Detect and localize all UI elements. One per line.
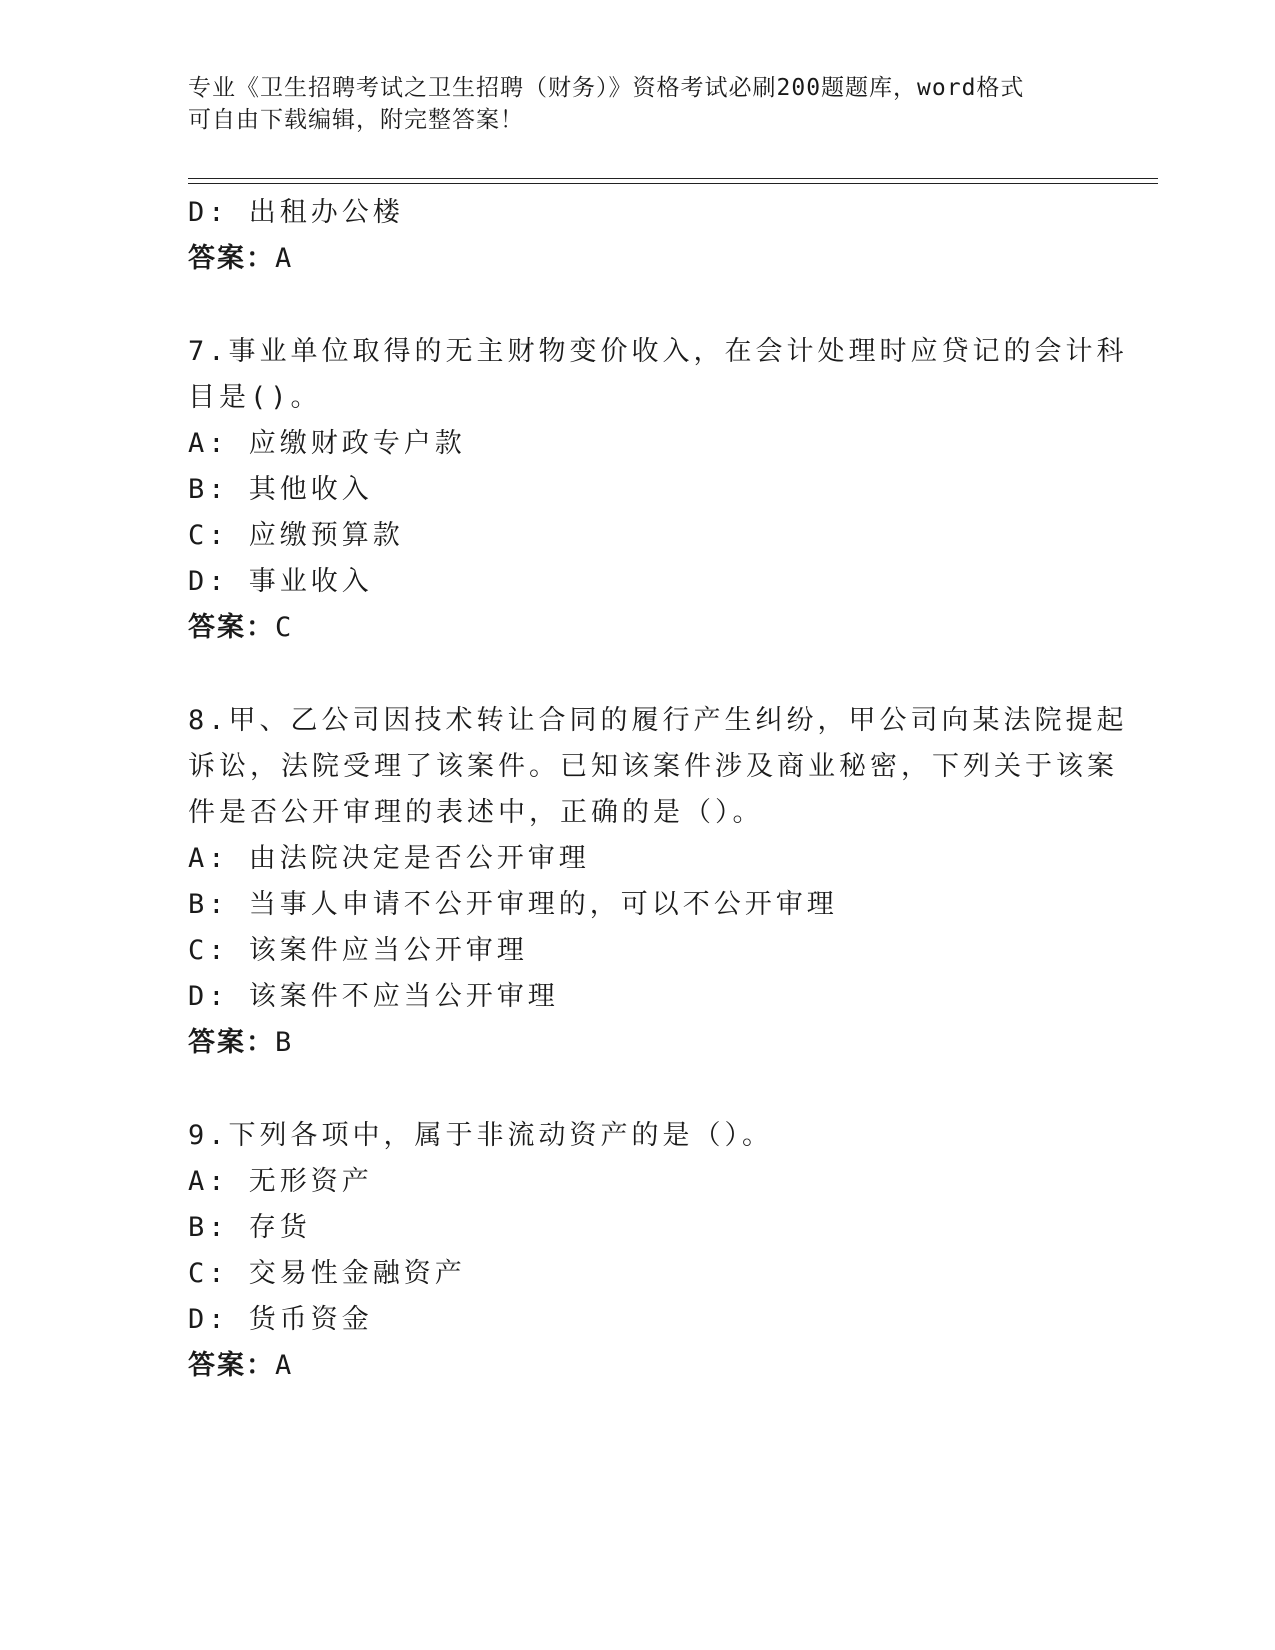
question-answer [188,1343,1068,1389]
question-content [188,190,1128,1389]
answer-label: 答案： [188,1350,275,1381]
option-c: C: 应缴预算款 [188,520,404,551]
question-8 [188,698,1128,1066]
question-gap [188,1066,1068,1113]
option-b: B: 其他收入 [188,474,373,505]
header-divider [188,178,1158,184]
answer-value: C [275,612,294,643]
question-9 [188,1113,1068,1389]
option-a: A: 应缴财政专户款 [188,428,466,459]
question-answer [188,1020,1068,1066]
option-b: B: 存货 [188,1212,311,1243]
option-d: D: 该案件不应当公开审理 [188,981,559,1012]
option-a: A: 无形资产 [188,1166,373,1197]
prev-question-answer [188,236,1068,282]
option-c: C: 该案件应当公开审理 [188,935,528,966]
question-answer [188,605,1068,651]
question-stem-line: 件是否公开审理的表述中，正确的是（）。 [188,797,764,828]
question-stem-line: 7.事业单位取得的无主财物变价收入，在会计处理时应贷记的会计科 [188,336,1128,367]
question-stem-line: 目是()。 [188,382,322,413]
answer-value: A [275,243,294,274]
question-stem-line: 诉讼，法院受理了该案件。已知该案件涉及商业秘密，下列关于该案 [188,751,1118,782]
answer-value: A [275,1350,294,1381]
question-gap [188,651,1068,698]
answer-label: 答案： [188,612,275,643]
header-title-line-2: 可自由下载编辑，附完整答案！ [188,107,524,133]
option-d: D: 货币资金 [188,1304,373,1335]
page-header [188,72,1068,136]
option-d: D: 事业收入 [188,566,373,597]
option-b: B: 当事人申请不公开审理的，可以不公开审理 [188,889,838,920]
answer-label: 答案： [188,243,275,274]
option-a: A: 由法院决定是否公开审理 [188,843,590,874]
answer-value: B [275,1027,294,1058]
option-c: C: 交易性金融资产 [188,1258,466,1289]
question-stem-line: 9.下列各项中，属于非流动资产的是（）。 [188,1120,774,1151]
question-stem-line: 8.甲、乙公司因技术转让合同的履行产生纠纷，甲公司向某法院提起 [188,705,1128,736]
answer-label: 答案： [188,1027,275,1058]
question-gap [188,282,1068,329]
prev-question-option-d: D: 出租办公楼 [188,197,404,228]
question-7 [188,329,1128,651]
header-title-line-1: 专业《卫生招聘考试之卫生招聘（财务）》资格考试必刷200题题库，word格式 [188,75,1025,101]
